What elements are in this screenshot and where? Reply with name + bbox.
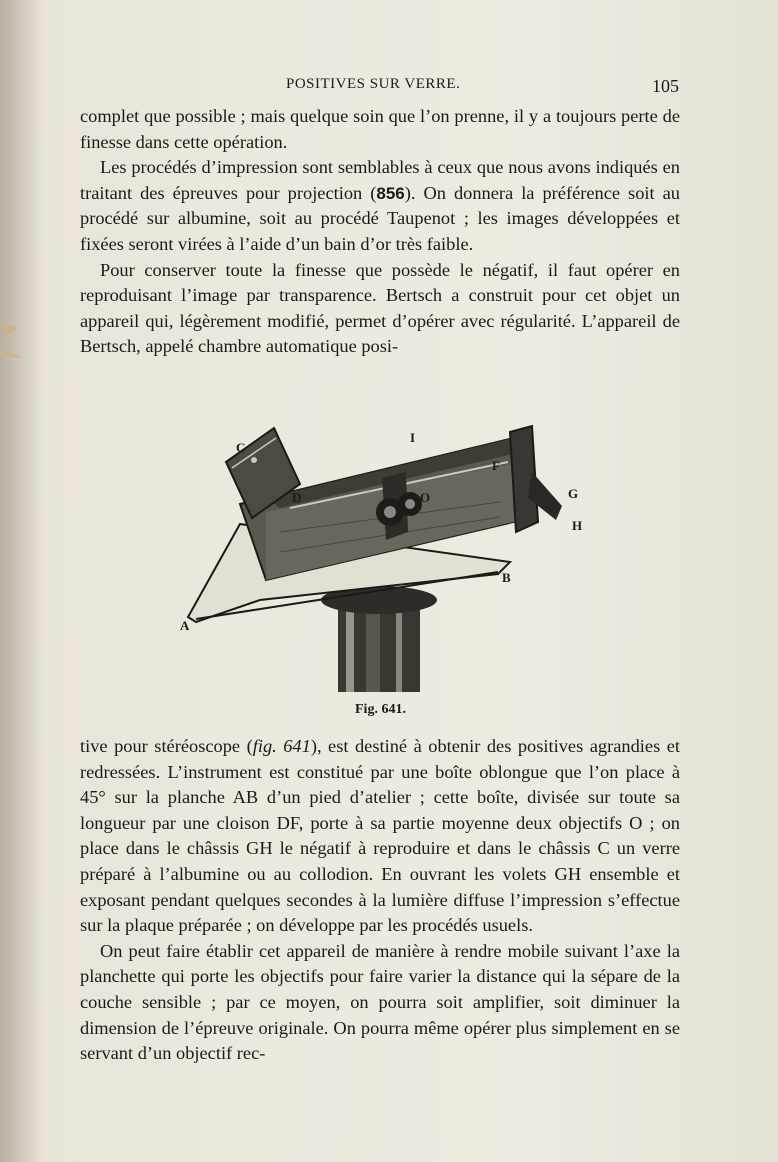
text-block-bottom	[80, 734, 680, 1067]
text-block-top	[80, 104, 680, 360]
paragraph-3: Pour conserver toute la finesse que possède le négatif, il faut opérer en reproduisant l’image par transparence. Bertsch a construit pour cet objet un appareil qui, légèrement modifié, permet d’opérer avec régularité. L’appareil de Bertsch, appelé chambre automatique posi-	[80, 259, 680, 357]
page-gutter-shadow	[0, 0, 40, 1162]
page-tab-marker	[0, 318, 22, 362]
label-f: F	[492, 458, 500, 473]
paragraph-5: On peut faire établir cet appareil de manière à rendre mobile suivant l’axe la planchette qui porte les objectifs pour faire varier la distance qui la sépare de la couche sensible ; par ce moyen, on pourra soit amplifier, soit diminuer la dimension de l’épreuve originale. On pourra même opérer plus simplement en se servant d’un objectif rec-	[80, 940, 680, 1064]
paragraph-2	[80, 155, 680, 257]
label-i: I	[410, 430, 416, 445]
figure-reference: fig. 641	[252, 736, 311, 756]
label-b: B	[502, 570, 511, 585]
paragraph-4-text-b: ), est destiné à obtenir des positives agrandies et redressées. L’instrument est constitué par une boîte oblongue que l’on place à 45° sur la planche AB d’un pied d’atelier ; cette boîte, divisée sur toute sa longueur par une cloison DF, porte à sa partie moyenne deux objectifs O ; on place dans le châssis GH le négatif à reproduire et dans le châssis C un verre préparé à l’albumine ou au collodion. En ouvrant les volets GH ensemble et exposant pendant quelques secondes à la lumière diffuse l’impression s’effectue sur la plaque préparée ; on développe par les procédés usuels.	[80, 736, 680, 936]
stand-column	[321, 586, 437, 692]
label-c: C	[236, 440, 246, 455]
paragraph-2-text-a: Les procédés d’impression sont semblables à ceux que nous avons indiqués en traitant des épreuves pour projection (	[80, 157, 680, 203]
figure-641-illustration	[170, 412, 590, 702]
label-d: D	[292, 490, 302, 505]
label-h: H	[572, 518, 583, 533]
label-g: G	[568, 486, 579, 501]
paragraph-2-text-b: ). On donnera la préférence soit au procédé sur albumine, soit au procédé Taupenot ; les images développées et fixées seront virées à l’aide d’un bain d’or très faible.	[80, 182, 680, 254]
label-o: O	[420, 490, 431, 505]
paragraph-4-text-a: tive pour stéréoscope (	[80, 736, 253, 756]
page-number: 105	[652, 76, 679, 96]
label-a: A	[180, 618, 190, 633]
paragraph-1: complet que possible ; mais quelque soin que l’on prenne, il y a toujours perte de finesse dans cette opération.	[80, 106, 680, 152]
section-reference: 856	[376, 183, 405, 203]
figure-caption: Fig. 641.	[355, 702, 406, 717]
paragraph-4	[80, 734, 680, 939]
running-title: POSITIVES SUR VERRE.	[286, 76, 461, 92]
